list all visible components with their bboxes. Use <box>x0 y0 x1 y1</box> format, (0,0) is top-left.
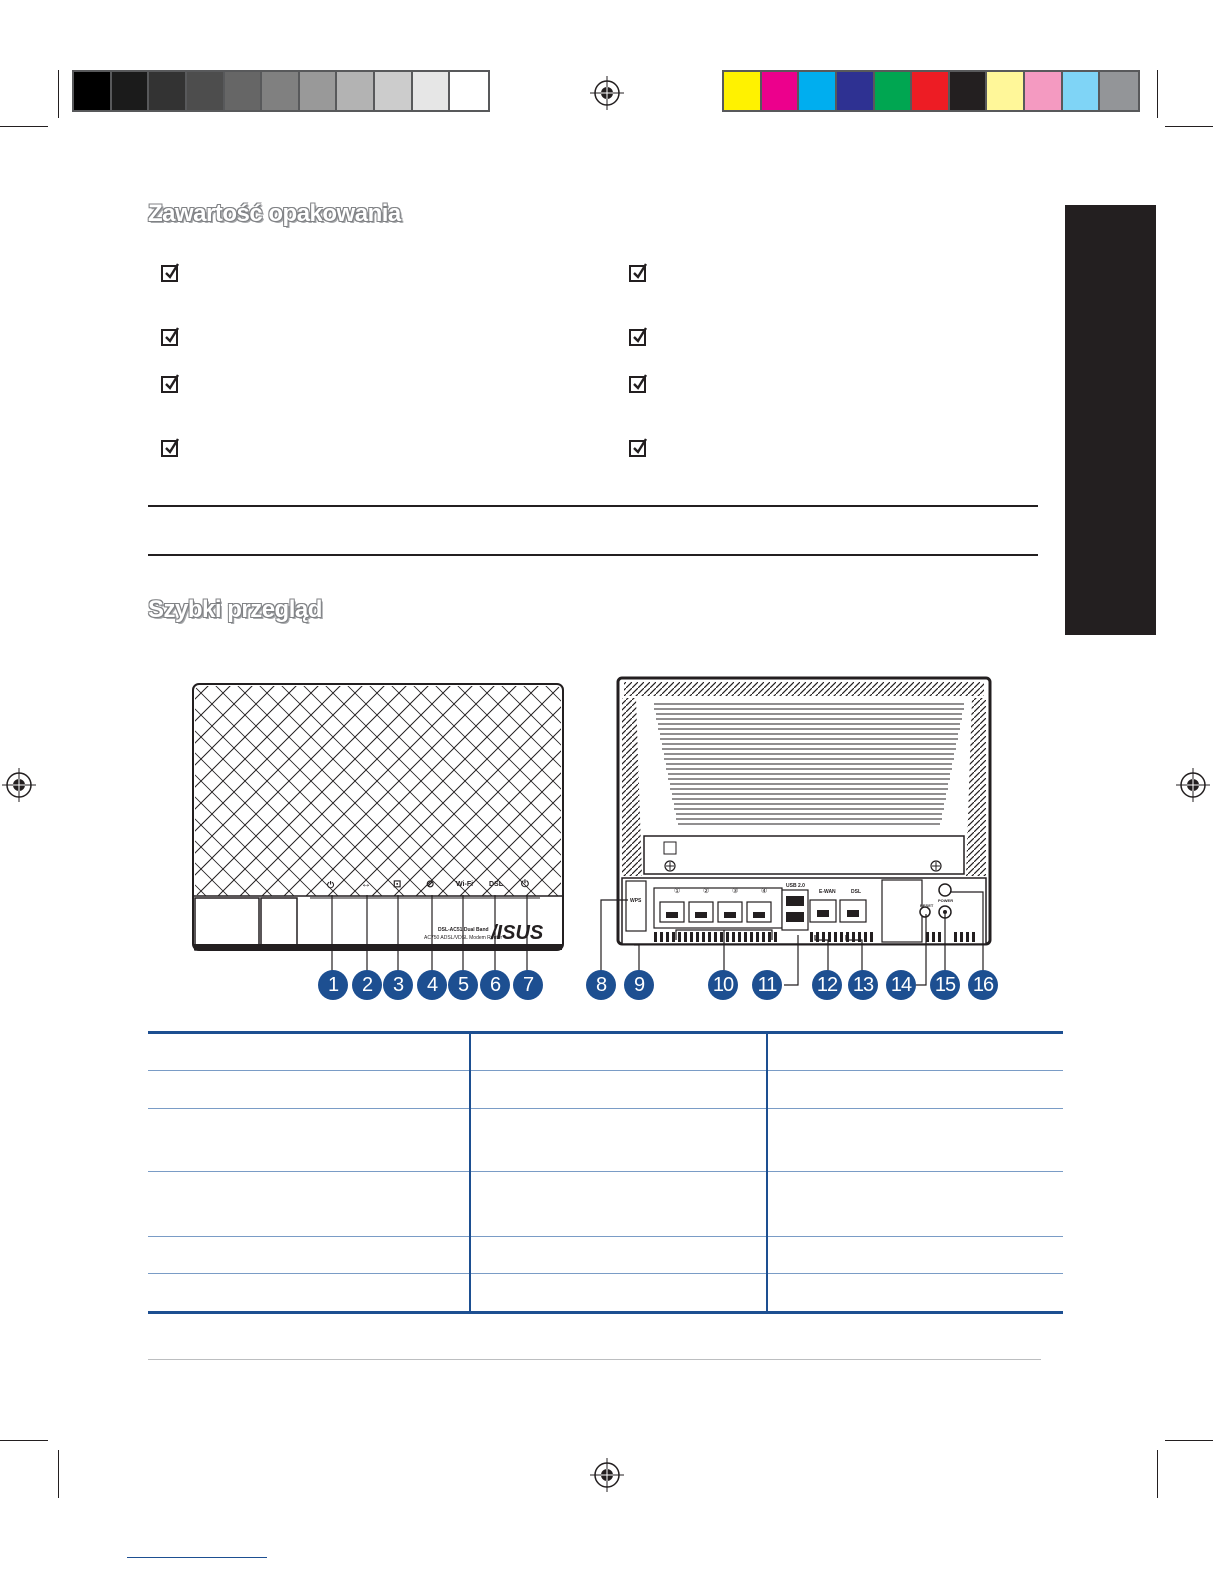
registration-mark-icon <box>590 76 624 110</box>
callout-11: 11 <box>752 970 782 1000</box>
grayscale-calibration-bar <box>72 70 490 112</box>
grayscale-swatch <box>413 72 451 110</box>
usb-port-label: USB 2.0 <box>786 883 805 889</box>
grayscale-swatch <box>262 72 300 110</box>
color-swatch <box>912 72 950 110</box>
color-swatch <box>724 72 762 110</box>
registration-mark-icon <box>1176 768 1210 802</box>
grayscale-swatch <box>337 72 375 110</box>
grayscale-swatch <box>187 72 225 110</box>
callout-1: 1 <box>318 970 348 1000</box>
callout-7: 7 <box>513 970 543 1000</box>
table-row-divider <box>148 1108 1063 1109</box>
wan-port-label: E-WAN <box>819 889 836 895</box>
callout-5: 5 <box>448 970 478 1000</box>
crop-mark <box>1165 126 1213 127</box>
checkbox-icon <box>629 329 646 346</box>
color-swatch <box>987 72 1025 110</box>
dsl-port-label: DSL <box>851 889 861 895</box>
grayscale-swatch <box>149 72 187 110</box>
crop-mark <box>0 1440 48 1441</box>
power-label: POWER <box>938 898 954 903</box>
callout-9: 9 <box>624 970 654 1000</box>
footer-underline <box>127 1557 267 1558</box>
checkbox-icon <box>629 376 646 393</box>
table-row-divider <box>148 1236 1063 1237</box>
note-bottom-rule <box>148 554 1038 556</box>
callout-8: 8 <box>586 970 616 1000</box>
lan-port-1-label: ① <box>674 888 681 895</box>
footer-rule <box>148 1359 1041 1360</box>
color-swatch <box>1100 72 1138 110</box>
router-front-illustration <box>190 682 566 954</box>
model-line-2: AC750 ADSL/VDSL Modem Router <box>424 935 503 941</box>
color-swatch <box>950 72 988 110</box>
callout-15: 15 <box>930 970 960 1000</box>
color-swatch <box>762 72 800 110</box>
table-bottom-border <box>148 1311 1063 1314</box>
reset-label: RESET <box>920 903 934 908</box>
crop-mark <box>1157 1450 1158 1498</box>
registration-mark-icon <box>590 1458 624 1492</box>
package-contents-heading: Zawartość opakowania <box>148 200 401 227</box>
checkbox-icon <box>161 329 178 346</box>
callout-12: 12 <box>812 970 842 1000</box>
lan-port-2-label: ② <box>703 888 710 895</box>
callout-14: 14 <box>886 970 916 1000</box>
table-row-divider <box>148 1171 1063 1172</box>
color-swatch <box>1025 72 1063 110</box>
color-swatch <box>837 72 875 110</box>
internet-led-icon: ⊘ <box>426 879 435 890</box>
asus-logo: /ISUS <box>491 922 544 944</box>
registration-mark-icon <box>2 768 36 802</box>
checkbox-icon <box>629 440 646 457</box>
crop-mark <box>58 1450 59 1498</box>
grayscale-swatch <box>112 72 150 110</box>
checkbox-icon <box>161 265 178 282</box>
callout-2: 2 <box>352 970 382 1000</box>
table-row-divider <box>148 1070 1063 1071</box>
lan-led-icon: ⊡ <box>393 879 402 890</box>
language-side-tab <box>1065 205 1156 635</box>
checkbox-icon <box>161 376 178 393</box>
lan-port-3-label: ③ <box>732 888 739 895</box>
color-swatch <box>799 72 837 110</box>
color-swatch <box>875 72 913 110</box>
callout-16: 16 <box>968 970 998 1000</box>
callout-10: 10 <box>708 970 738 1000</box>
callout-3: 3 <box>383 970 413 1000</box>
power-led-icon: ⏻ <box>327 880 335 890</box>
crop-mark <box>58 70 59 118</box>
wps-label: WPS <box>630 898 642 904</box>
usb-led-icon: ↔ <box>361 879 371 890</box>
checkbox-icon <box>629 265 646 282</box>
color-calibration-bar <box>722 70 1140 112</box>
grayscale-swatch <box>375 72 413 110</box>
note-top-rule <box>148 505 1038 507</box>
table-row-divider <box>148 1273 1063 1274</box>
callout-6: 6 <box>480 970 510 1000</box>
table-top-border <box>148 1031 1063 1034</box>
callout-4: 4 <box>417 970 447 1000</box>
power-led2-icon: ⏻ <box>521 879 529 890</box>
dsl-led-label: DSL <box>489 881 503 888</box>
grayscale-swatch <box>300 72 338 110</box>
crop-mark <box>1157 70 1158 118</box>
checkbox-icon <box>161 440 178 457</box>
model-line-1: DSL-AC51 Dual Band <box>438 927 489 933</box>
color-swatch <box>1063 72 1101 110</box>
grayscale-swatch <box>74 72 112 110</box>
grayscale-swatch <box>450 72 488 110</box>
table-column-divider <box>469 1031 471 1314</box>
lan-port-4-label: ④ <box>761 888 768 895</box>
quick-overview-heading: Szybki przegląd <box>148 596 322 623</box>
crop-mark <box>0 126 48 127</box>
callout-13: 13 <box>848 970 878 1000</box>
table-column-divider <box>766 1031 768 1314</box>
wifi-led-label: Wi-Fi <box>456 881 474 888</box>
grayscale-swatch <box>225 72 263 110</box>
crop-mark <box>1165 1440 1213 1441</box>
router-back-illustration <box>614 676 994 948</box>
